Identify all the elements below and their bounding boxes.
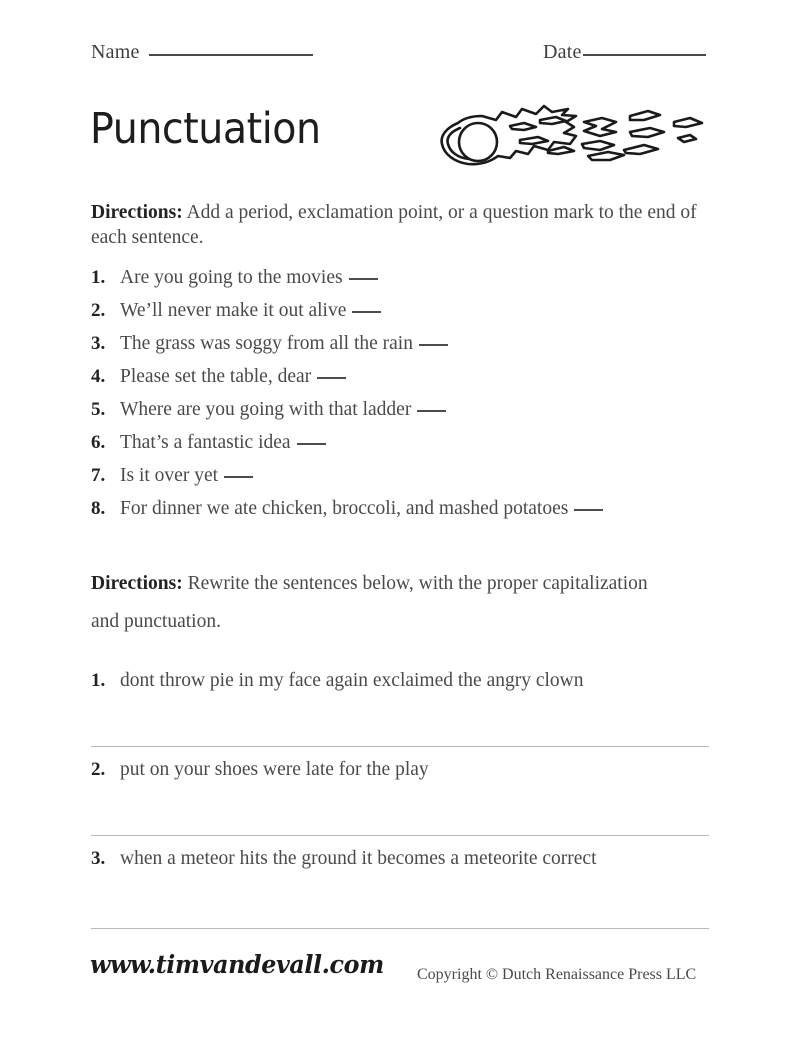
item-text: Are you going to the movies <box>120 267 343 288</box>
answer-write-line[interactable] <box>91 835 709 836</box>
item-number: 3. <box>91 333 106 354</box>
date-write-line[interactable] <box>583 53 706 56</box>
date-field[interactable] <box>543 41 706 64</box>
item-number: 1. <box>91 267 106 288</box>
list-item <box>91 759 709 848</box>
date-label: Date <box>543 41 582 63</box>
answer-blank[interactable] <box>297 442 326 445</box>
rewrite-prompt <box>91 670 709 692</box>
directions-paragraph-1 <box>91 200 703 250</box>
item-number: 6. <box>91 432 106 453</box>
directions-text-1: Add a period, exclamation point, or a question mark to the end of each sentence. <box>91 202 697 248</box>
item-text: Where are you going with that ladder <box>120 399 412 420</box>
item-number: 1. <box>91 670 106 691</box>
directions-label-1: Directions: <box>91 202 183 223</box>
list-item <box>91 300 711 333</box>
list-item <box>91 366 711 399</box>
rewrite-prompt <box>91 848 709 870</box>
answer-write-line[interactable] <box>91 746 709 747</box>
page-title: Punctuation <box>90 104 321 154</box>
list-item <box>91 465 711 498</box>
directions-paragraph-2 <box>91 565 651 641</box>
item-text: The grass was soggy from all the rain <box>120 333 413 354</box>
item-text: put on your shoes were late for the play <box>120 759 429 780</box>
item-number: 5. <box>91 399 106 420</box>
meteor-icon <box>424 96 716 174</box>
item-number: 2. <box>91 300 106 321</box>
item-text: when a meteor hits the ground it becomes a meteorite correct <box>120 848 597 869</box>
list-item <box>91 267 711 300</box>
item-text: Is it over yet <box>120 465 219 486</box>
answer-blank[interactable] <box>224 475 253 478</box>
punctuation-question-list <box>91 267 711 531</box>
answer-blank[interactable] <box>419 343 448 346</box>
item-number: 7. <box>91 465 106 486</box>
answer-blank[interactable] <box>317 376 346 379</box>
name-field[interactable] <box>91 41 313 64</box>
website-link[interactable]: www.timvandevall.com <box>90 950 384 979</box>
list-item <box>91 333 711 366</box>
item-text: Please set the table, dear <box>120 366 312 387</box>
answer-blank[interactable] <box>417 409 446 412</box>
item-text: dont throw pie in my face again exclaimed the angry clown <box>120 670 584 691</box>
item-number: 8. <box>91 498 106 519</box>
item-text: We’ll never make it out alive <box>120 300 347 321</box>
rewrite-question-list <box>91 670 709 937</box>
name-write-line[interactable] <box>149 53 313 56</box>
copyright-notice: Copyright © Dutch Renaissance Press LLC <box>417 966 697 983</box>
answer-blank[interactable] <box>574 508 603 511</box>
answer-blank[interactable] <box>352 310 381 313</box>
name-date-row <box>91 41 709 69</box>
item-text: For dinner we ate chicken, broccoli, and mashed potatoes <box>120 498 569 519</box>
name-label: Name <box>91 41 140 63</box>
list-item <box>91 670 709 759</box>
answer-blank[interactable] <box>349 277 378 280</box>
directions-text-2: Rewrite the sentences below, with the proper capitalization and punctuation. <box>91 573 648 632</box>
directions-label-2: Directions: <box>91 573 183 594</box>
item-number: 3. <box>91 848 106 869</box>
list-item <box>91 498 711 531</box>
list-item <box>91 848 709 937</box>
list-item <box>91 399 711 432</box>
footer-divider <box>91 928 709 929</box>
list-item <box>91 432 711 465</box>
item-text: That’s a fantastic idea <box>120 432 291 453</box>
item-number: 4. <box>91 366 106 387</box>
item-number: 2. <box>91 759 106 780</box>
rewrite-prompt <box>91 759 709 781</box>
